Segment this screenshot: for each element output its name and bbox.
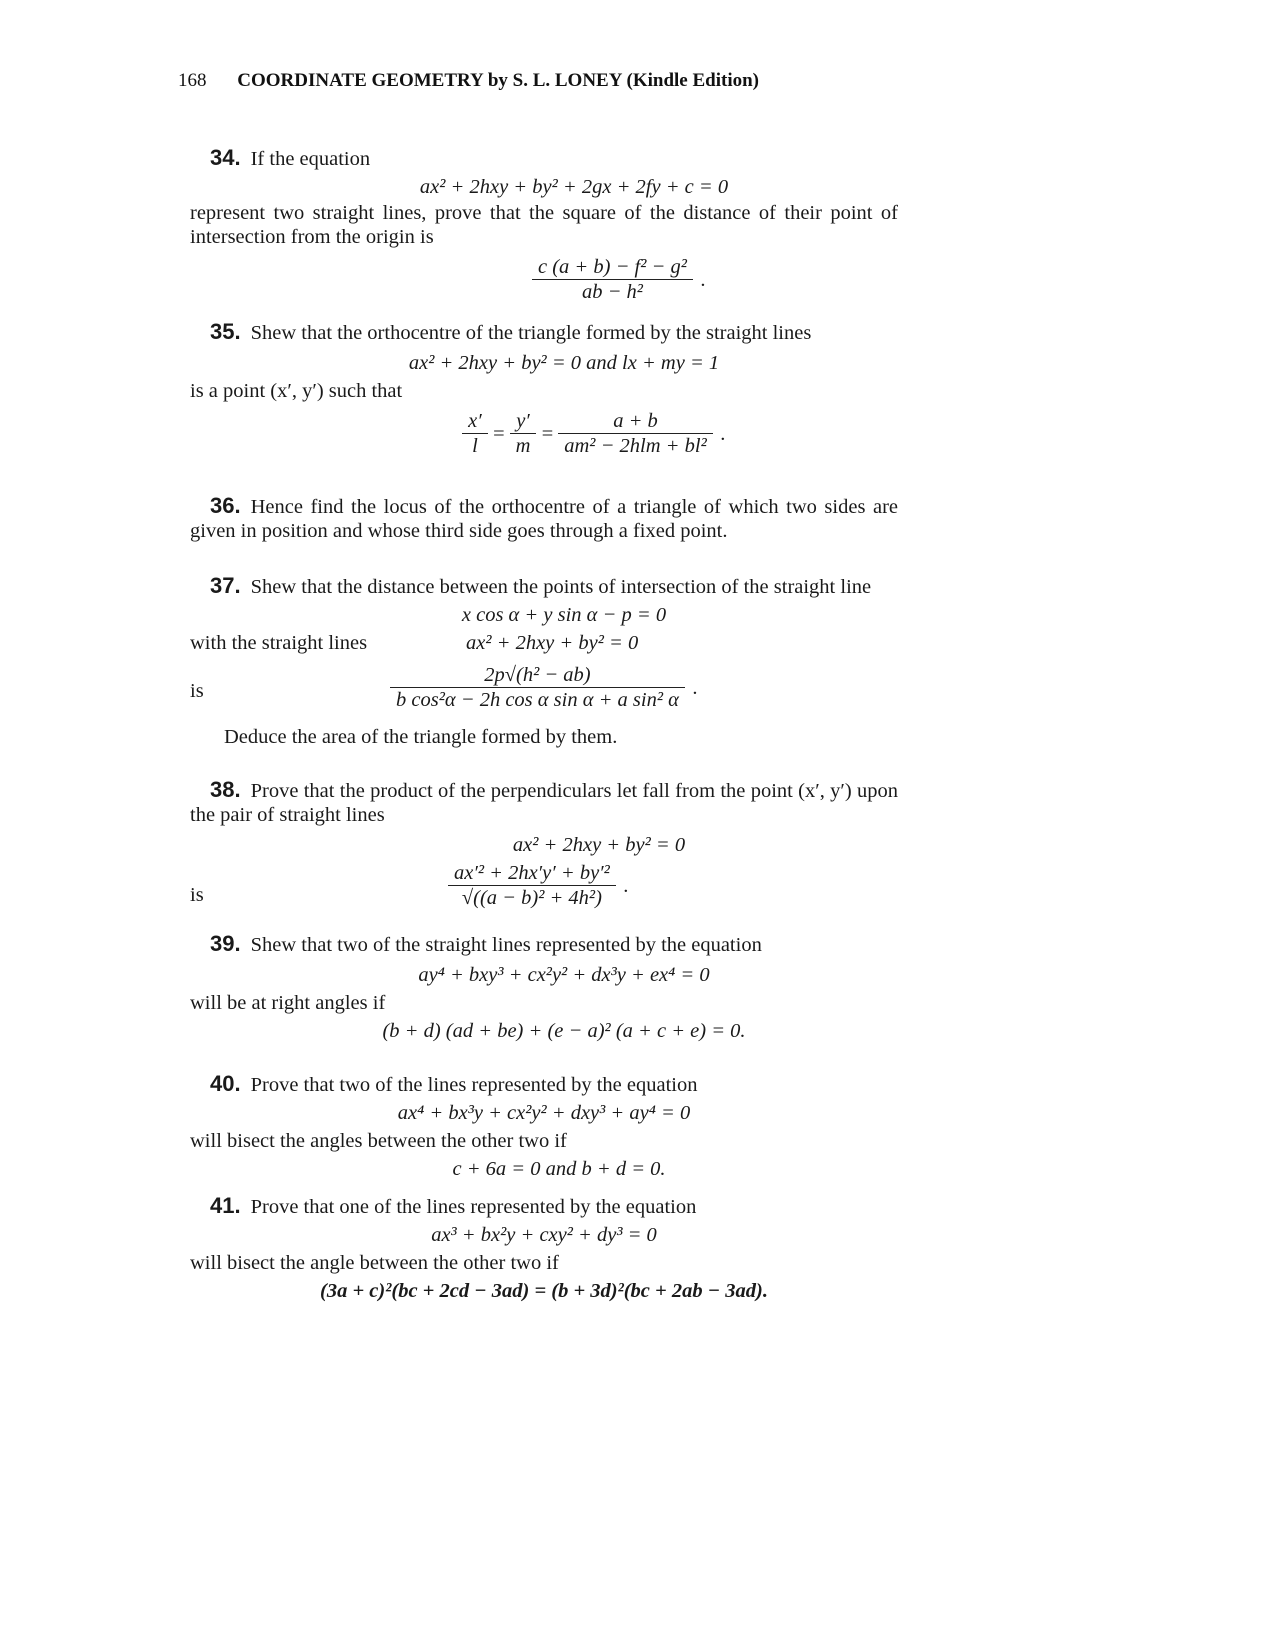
fraction-denominator: ab − h² [581,281,643,303]
equation: x cos α + y sin α − p = 0 [461,604,667,626]
equation: ax² + 2hxy + by² = 0 [512,834,686,856]
fraction-numerator: y′ [510,409,537,434]
problem-37 [190,574,898,749]
fraction-result [290,409,898,458]
problem-number: 38. [210,777,241,802]
fraction-denominator: √((a − b)² + 4h²) [461,887,602,909]
problem-text: Shew that the distance between the points of intersection of the straight line [250,576,872,598]
fraction-denominator: l [472,435,478,457]
fraction-numerator: 2p√(h² − ab) [390,663,685,688]
fraction-denominator: b cos²α − 2h cos α sin α + a sin² α [396,689,679,711]
problem-text: Shew that the orthocentre of the triangle formed by the straight lines [250,322,812,344]
equation: ay⁴ + bxy³ + cx²y² + dx³y + ex⁴ = 0 [418,964,710,986]
problem-number: 36. [210,493,241,518]
equation: ax² + 2hxy + by² = 0 and lx + my = 1 [408,352,720,374]
book-title: COORDINATE GEOMETRY by S. L. LONEY (Kindle Edition) [237,70,759,91]
fraction-result [448,861,629,910]
problem-intro: If the equation [250,148,371,170]
page-number: 168 [178,70,207,91]
period: . [623,874,629,897]
problem-text-2: will bisect the angle between the other two if [190,1252,559,1274]
condition-equation: c + 6a = 0 and b + d = 0. [452,1158,666,1180]
period: . [692,676,699,699]
fraction-numerator: ax′² + 2hx′y′ + by′² [448,861,616,886]
deduce-text: Deduce the area of the triangle formed by them. [224,726,618,748]
problem-text: Prove that one of the lines represented by the equation [250,1196,697,1218]
problem-39 [190,932,898,1043]
problem-number: 37. [210,573,241,598]
fraction-numerator: a + b [558,409,712,434]
problem-38 [190,778,898,921]
fraction-result [390,663,698,712]
problem-text: Shew that two of the straight lines represented by the equation [250,934,762,956]
problem-text-2: will be at right angles if [190,992,386,1014]
equation: ax³ + bx²y + cxy² + dy³ = 0 [431,1224,657,1246]
problem-text: Hence find the locus of the orthocentre of a triangle of which two sides are given in position and whose third side goes through a fixed point. [190,496,898,542]
fraction-numerator: x′ [462,409,488,434]
fraction-denominator: am² − 2hlm + bl² [564,435,707,457]
page-header [178,70,759,92]
period: . [720,422,726,445]
problem-number: 40. [210,1071,241,1096]
fraction-denominator: m [515,435,531,457]
fraction-numerator: c (a + b) − f² − g² [532,255,693,280]
equals-sign: = [540,422,555,445]
problem-41 [190,1194,898,1303]
condition-equation: (3a + c)²(bc + 2cd − 3ad) = (b + 3d)²(bc + 2ab − 3ad). [320,1280,768,1302]
period: . [700,268,706,291]
equals-sign: = [491,422,506,445]
equation: ax⁴ + bx³y + cx²y² + dxy³ + ay⁴ = 0 [397,1102,691,1124]
problem-number: 41. [210,1193,241,1218]
problem-number: 39. [210,931,241,956]
problem-34 [190,146,898,304]
problem-number: 35. [210,319,241,344]
problem-40 [190,1072,898,1181]
problem-text: Prove that two of the lines represented by the equation [250,1074,698,1096]
condition-equation: (b + d) (ad + be) + (e − a)² (a + c + e) = 0. [382,1020,746,1042]
equation: ax² + 2hxy + by² + 2gx + 2fy + c = 0 [419,176,729,198]
is-text: is [190,884,204,906]
problem-35 [190,320,898,458]
is-text: is [190,680,204,702]
with-text: with the straight lines [190,632,368,654]
problem-text-2: will bisect the angles between the other two if [190,1130,567,1152]
problem-36 [190,494,898,543]
problem-text: Prove that the product of the perpendiculars let fall from the point (x′, y′) upon the pair of straight lines [190,780,898,826]
problem-text-2: is a point (x′, y′) such that [190,380,403,402]
fraction-result [340,255,898,304]
problem-text: represent two straight lines, prove that the square of the distance of their point of intersection from the origin is [190,202,898,248]
problem-number: 34. [210,145,241,170]
equation-2: ax² + 2hxy + by² = 0 [466,632,639,654]
